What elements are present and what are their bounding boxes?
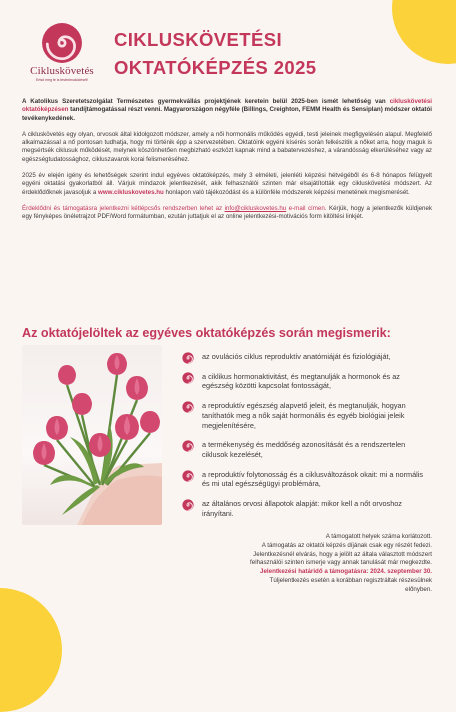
intro-text-2: tandíjtámogatással részt venni. Magyarországon négyféle (Billings, Creighton, FEMM Health és Sensiplan) módszer oktatói tevékenykedének. bbox=[22, 106, 432, 122]
program-paragraph bbox=[22, 172, 432, 197]
list-item-text: az általános orvosi állapotok alapját: mikor kell a nőt orvoshoz irányítani. bbox=[202, 499, 402, 518]
contact-text-2: e-mail címen. bbox=[286, 204, 327, 212]
body-text bbox=[22, 98, 432, 230]
footer-line: Jelentkezésnél elvárás, hogy a jelölt az általa választott módszert bbox=[253, 550, 432, 558]
logo-name: Cikluskövetés bbox=[30, 65, 94, 77]
program-text-2: honlapon való tájékozódást és a különféle módszerek képzési menetének megismerését. bbox=[163, 188, 410, 196]
list-item-text: a ciklikus hormonaktivitást, és megtanulják a hormonok és az egészség közötti kapcsolat fontosságát, bbox=[202, 371, 400, 391]
contact-text-3: Kérjük, hogy a jelentkezők küldjenek egy fényképes önéletrajzot PDF/Word formátumban, ezután juttatjuk el az online jelentkezési-motivációs form kitöltési linkjét. bbox=[22, 204, 432, 221]
section-title: Az oktatójelöltek az egyéves oktatóképzés során megismerik: bbox=[22, 326, 391, 340]
list-item bbox=[182, 499, 432, 518]
tulip-illustration bbox=[22, 345, 162, 525]
title-line-1: CIKLUSKÖVETÉSI bbox=[114, 29, 283, 50]
list-item bbox=[182, 470, 432, 489]
list-item-text: a termékenység és meddőség azonosítását és a rendszertelen ciklusok kezelését, bbox=[202, 440, 406, 459]
list-item-text: a reproduktív egészség alapvető jeleit, és megtanulják, hogyan taníthatók meg a nők saját hormonális és egyéb biológiai jeleik megjelenítésére, bbox=[202, 401, 406, 430]
footer-line: előnyben. bbox=[405, 585, 432, 593]
description-paragraph: A cikluskövetés egy olyan, orvosok által kidolgozott módszer, amely a női hormonális működés egyédi, testi jeleinek megfigyelésén alapul. Megfelelő alkalmazással a nő pontosan tudhatja, hogy mi történik épp a szervezetében. Oktatóink egyéni kísérés során felkészitik a nőket arra, hogy maguk is megsértsék ciklusuk működését, melynek köszönhetően megbizható eszközt kapnak mind a babatervezéshez, a várandósság elkerüléséhez vagy az egészségtudatossághoz, cikluszavarok korai felismeréséhez. bbox=[22, 130, 432, 163]
spiral-bullet-icon bbox=[182, 401, 194, 413]
list-item bbox=[182, 372, 432, 391]
header bbox=[20, 22, 440, 92]
logo-tagline: Ertsd meg te is testedmuködését! bbox=[36, 78, 88, 82]
list-item bbox=[182, 440, 432, 459]
page-title bbox=[114, 26, 316, 82]
footer-notes bbox=[132, 533, 432, 595]
list-item bbox=[182, 352, 432, 362]
learning-outcomes-list bbox=[182, 352, 432, 528]
spiral-bullet-icon bbox=[182, 440, 194, 452]
spiral-bullet-icon bbox=[182, 499, 194, 511]
footer-line: A támogatás az oktatói képzés díjának csak egy részét fedezi. bbox=[261, 541, 432, 549]
tulip-bouquet-photo bbox=[22, 345, 162, 525]
intro-paragraph bbox=[22, 98, 432, 123]
title-line-2: OKTATÓKÉPZÉS 2025 bbox=[114, 57, 317, 78]
footer-line: A támogatott helyek száma korlátozott. bbox=[325, 533, 432, 540]
footer-line: Túljelentkezés esetén a korábban regisztráltak részesülnek bbox=[269, 576, 432, 584]
email-link[interactable]: info@cikluskovetes.hu bbox=[224, 204, 287, 212]
list-item bbox=[182, 401, 432, 430]
application-deadline: Jelentkezési határidő a támogatásra: 2024. szeptember 30. bbox=[260, 568, 432, 576]
program-text-1: 2025 év elején igény és lehetőségek szerint indul egyéves oktatóképzés, mely 3 elméleti, jelenléti képzési hétvégéből és 6-8 hónapos felügyelt egyéni oktatási gyakorlatból áll. Várjuk mindazok jelentkezését, akik felhasználói szinten már elsajátították egy cikluskövetési módszert. Az érdeklődőknek javasoljuk a bbox=[22, 172, 432, 196]
list-item-text: a reproduktív folytonosság és a ciklusváltozások okait: mi a normális és mi utal egészségügyi problémára, bbox=[202, 469, 424, 489]
logo bbox=[20, 22, 104, 82]
decorative-yellow-circle-bottom bbox=[0, 588, 62, 712]
list-item-text: az ovulációs ciklus reproduktív anatómiáját és fiziológiáját, bbox=[202, 352, 391, 361]
spiral-bullet-icon bbox=[182, 372, 194, 384]
spiral-bullet-icon bbox=[182, 352, 194, 364]
website-link[interactable]: www.cikluskovetes.hu bbox=[98, 188, 164, 196]
spiral-bullet-icon bbox=[182, 470, 194, 482]
contact-text-1: Érdeklődni és támogatásra jelentkezni kétlépcsős rendszerben lehet az bbox=[22, 204, 225, 212]
intro-text-1: A Katolikus Szeretetszolgálat Természetes gyermekvállás projektjének keretein belül 2025-ben ismét lehetőség van bbox=[22, 98, 390, 105]
footer-line: felhasználói szinten ismerje vagy annak tanulását már megkezdte. bbox=[250, 559, 432, 567]
spiral-logo-icon bbox=[41, 22, 83, 64]
intro-highlight: cikluskövetési oktatóképzésen bbox=[22, 98, 432, 114]
contact-paragraph bbox=[22, 205, 432, 222]
